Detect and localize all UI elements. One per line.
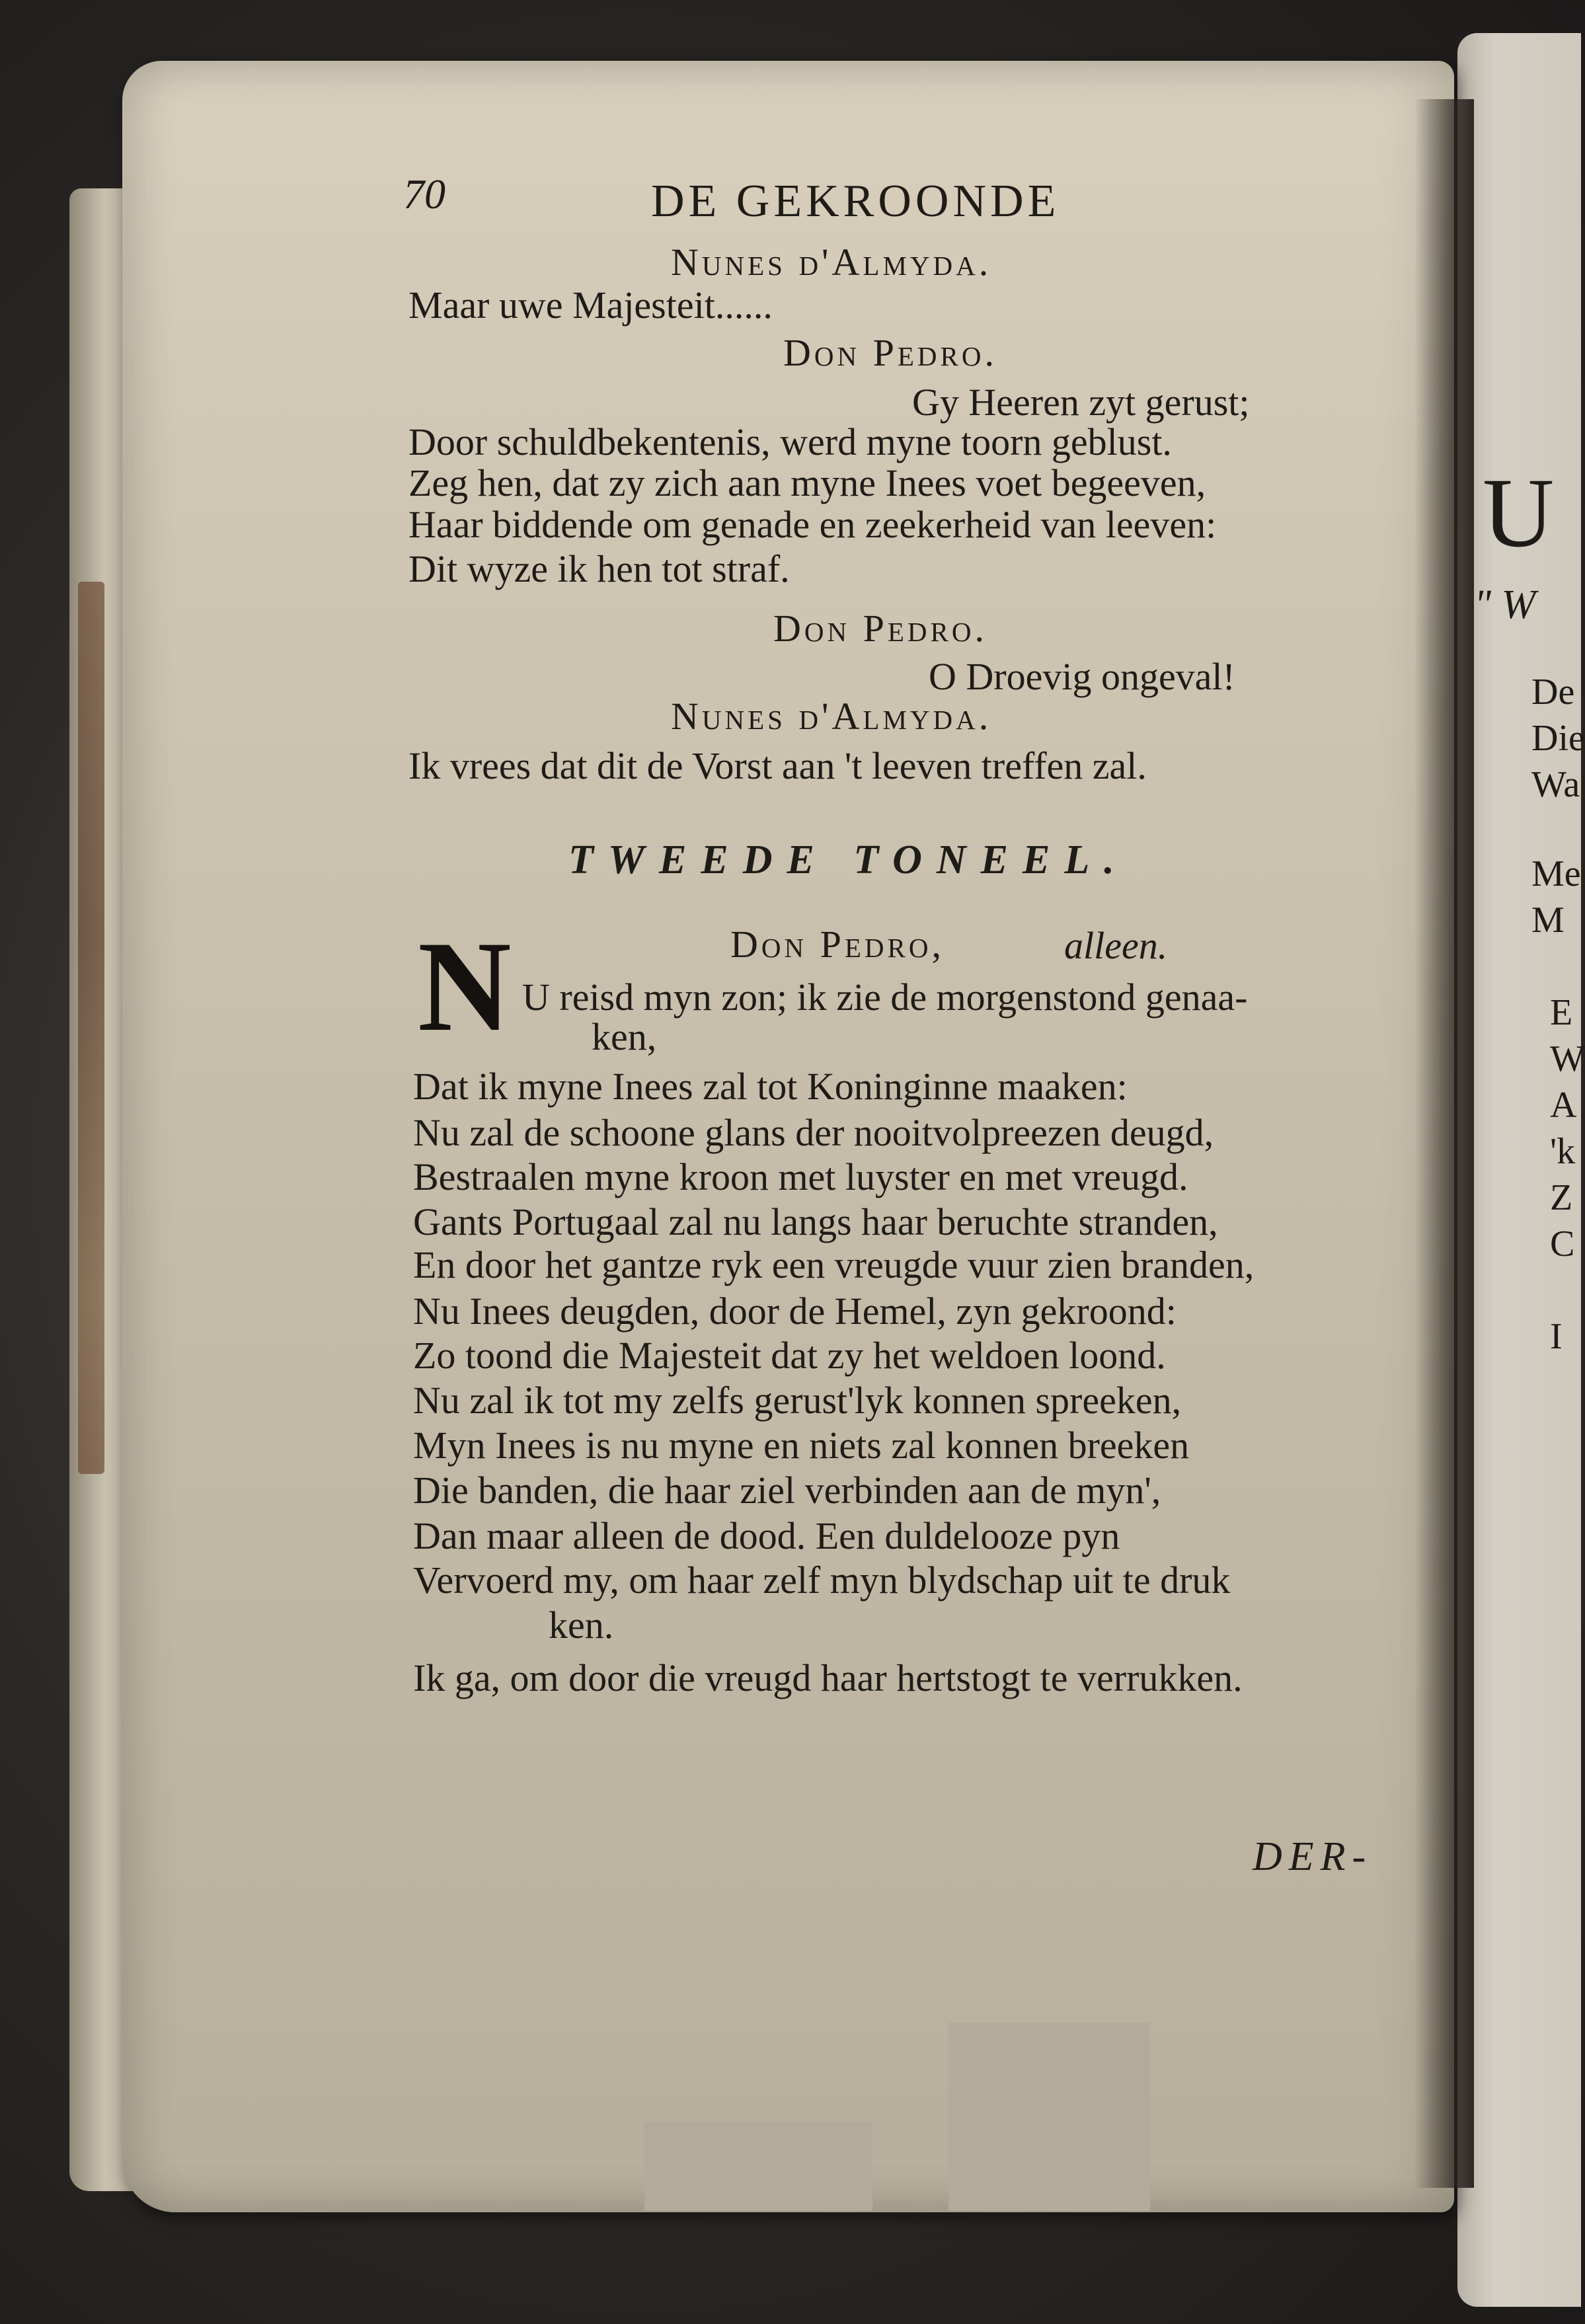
verse-line: Bestraalen myne kroon met luyster en met vreugd. xyxy=(413,1155,1188,1198)
verse-line: Ik vrees dat dit de Vorst aan 't leeven treffen zal. xyxy=(408,744,1147,787)
running-head: DE GEKROONDE xyxy=(651,176,1060,227)
scene-heading: TWEEDE TONEEL. xyxy=(568,837,1129,882)
facing-fragment: Wa xyxy=(1531,764,1580,805)
verse-line: ken, xyxy=(592,1015,657,1058)
speaker-name: Nunes d'Almyda. xyxy=(671,241,992,284)
page-gutter-shadow xyxy=(1414,99,1474,2188)
verse-line: Myn Inees is nu myne en niets zal konnen breeken xyxy=(413,1424,1190,1467)
facing-fragment: I xyxy=(1550,1316,1563,1357)
facing-fragment: Die xyxy=(1531,718,1585,759)
verse-line: Gants Portugaal zal nu langs haar beruchte stranden, xyxy=(413,1200,1218,1243)
facing-fragment: Z xyxy=(1550,1177,1573,1218)
page-number: 70 xyxy=(403,171,445,217)
facing-fragment: C xyxy=(1550,1223,1575,1264)
paper-patch xyxy=(644,2122,872,2211)
verse-line: Die banden, die haar ziel verbinden aan de myn', xyxy=(413,1469,1161,1512)
verse-line: U reisd myn zon; ik zie de morgenstond genaa- xyxy=(522,976,1248,1019)
facing-fragment: De xyxy=(1531,672,1575,713)
facing-fragment: E xyxy=(1550,992,1573,1033)
verse-line: Nu zal de schoone glans der nooitvolpreezen deugd, xyxy=(413,1111,1214,1154)
facing-page xyxy=(1457,33,1585,2307)
verse-line: Ik ga, om door die vreugd haar hertstogt te verrukken. xyxy=(413,1656,1243,1699)
verse-line: Zo toond die Majesteit dat zy het weldoen loond. xyxy=(413,1334,1166,1377)
stage-direction: alleen. xyxy=(1064,924,1168,967)
facing-fragment: " W xyxy=(1474,582,1536,627)
verse-line: Door schuldbekentenis, werd myne toorn geblust. xyxy=(408,420,1172,463)
facing-fragment: M xyxy=(1531,900,1565,941)
verse-line: Vervoerd my, om haar zelf myn blydschap uit te druk xyxy=(413,1559,1231,1602)
facing-fragment: Me xyxy=(1531,853,1581,894)
verse-line: Dit wyze ik hen tot straf. xyxy=(408,547,790,590)
facing-fragment: 'k xyxy=(1550,1131,1576,1172)
facing-fragment: W xyxy=(1550,1038,1585,1079)
speaker-name: Don Pedro. xyxy=(773,607,987,650)
verse-line: O Droevig ongeval! xyxy=(929,655,1235,698)
paper-patch xyxy=(948,2023,1150,2211)
verse-line: Haar biddende om genade en zeekerheid van leeven: xyxy=(408,503,1217,546)
speaker-name: Don Pedro. xyxy=(783,331,997,374)
verse-line: Nu Inees deugden, door de Hemel, zyn gekroond: xyxy=(413,1290,1177,1333)
verse-line: Gy Heeren zyt gerust; xyxy=(912,381,1250,424)
binding-stain xyxy=(78,582,104,1474)
catchword: DER- xyxy=(1253,1834,1373,1879)
speaker-name: Nunes d'Almyda. xyxy=(671,695,992,738)
verse-line: En door het gantze ryk een vreugde vuur zien branden, xyxy=(413,1243,1255,1286)
speaker-name: Don Pedro, xyxy=(730,923,945,966)
verse-line: Nu zal ik tot my zelfs gerust'lyk konnen spreeken, xyxy=(413,1379,1182,1422)
facing-fragment: A xyxy=(1550,1085,1577,1126)
facing-fragment: U xyxy=(1483,458,1555,568)
verse-line: Maar uwe Majesteit...... xyxy=(408,284,773,327)
drop-capital: N xyxy=(418,915,512,1058)
verse-line: Dat ik myne Inees zal tot Koninginne maaken: xyxy=(413,1065,1128,1108)
verse-line: Dan maar alleen de dood. Een duldelooze pyn xyxy=(413,1514,1120,1557)
verse-line: Zeg hen, dat zy zich aan myne Inees voet begeeven, xyxy=(408,461,1206,504)
verse-line: ken. xyxy=(549,1604,614,1646)
